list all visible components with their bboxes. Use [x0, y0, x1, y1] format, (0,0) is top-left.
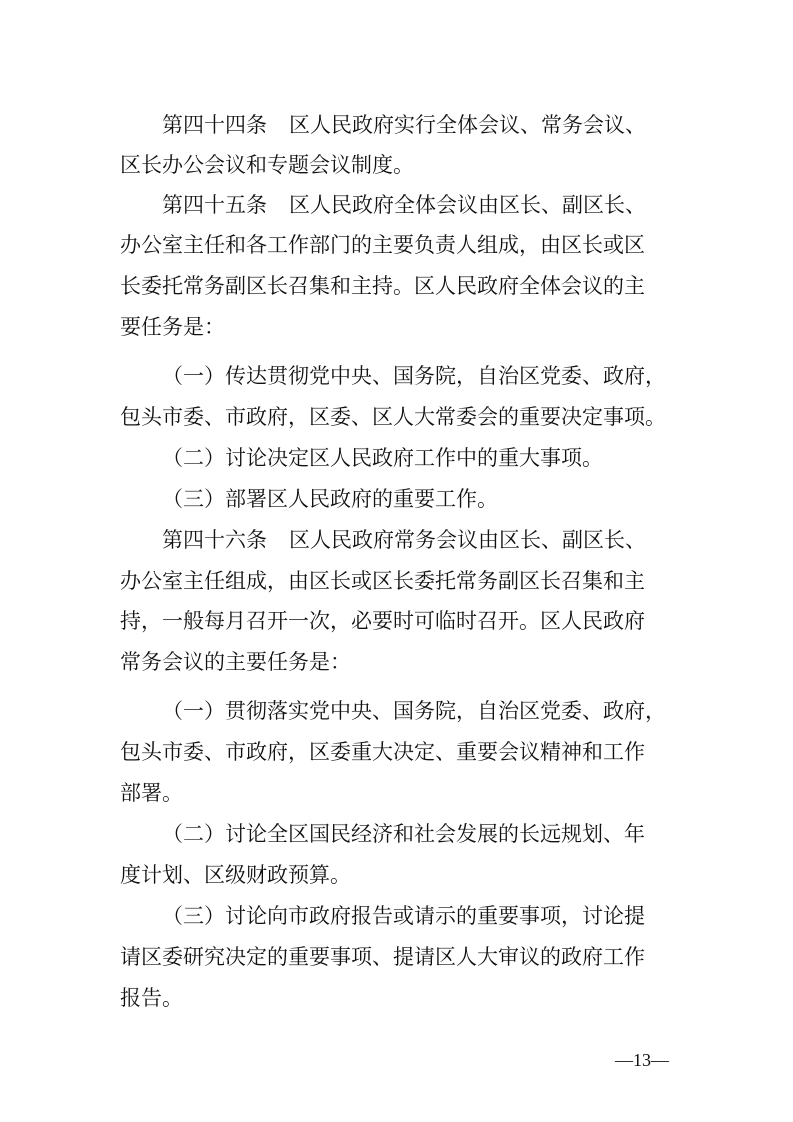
article-45-item-1-line-1: （一）传达贯彻党中央、国务院，自治区党委、政府， [162, 364, 666, 388]
article-45-item-2: （二）讨论决定区人民政府工作中的重大事项。 [162, 446, 603, 470]
article-46-item-1-line-3: 部署。 [120, 781, 183, 805]
article-46-line-3: 持，一般每月召开一次，必要时可临时召开。区人民政府 [120, 609, 645, 633]
article-46-line-4: 常务会议的主要任务是： [120, 650, 351, 674]
article-45-line-1: 第四十五条 区人民政府全体会议由区长、副区长、 [162, 193, 646, 217]
article-45-item-1-line-2: 包头市委、市政府，区委、区人大常委会的重要决定事项。 [120, 405, 666, 429]
article-46-item-3-line-1: （三）讨论向市政府报告或请示的重要事项，讨论提 [162, 904, 645, 928]
article-44-line-1: 第四十四条 区人民政府实行全体会议、常务会议、 [162, 113, 646, 137]
article-46-item-1-line-2: 包头市委、市政府，区委重大决定、重要会议精神和工作 [120, 740, 645, 764]
article-46-line-2: 办公室主任组成，由区长或区长委托常务副区长召集和主 [120, 569, 645, 593]
article-46-item-3-line-2: 请区委研究决定的重要事项、提请区人大审议的政府工作 [120, 945, 645, 969]
article-44-line-2: 区长办公会议和专题会议制度。 [120, 153, 414, 177]
article-46-item-1-line-1: （一）贯彻落实党中央、国务院，自治区党委、政府， [162, 699, 666, 723]
article-46-number: 第四十六条 [162, 528, 267, 552]
article-44-number: 第四十四条 [162, 113, 267, 137]
page-number: —13— [615, 1050, 669, 1070]
article-46-item-2-line-1: （二）讨论全区国民经济和社会发展的长远规划、年 [162, 822, 645, 846]
article-45-line-2: 办公室主任和各工作部门的主要负责人组成，由区长或区 [120, 233, 645, 257]
article-45-line-3: 长委托常务副区长召集和主持。区人民政府全体会议的主 [120, 274, 645, 298]
article-45-line-4: 要任务是： [120, 315, 225, 339]
article-46-line-1: 第四十六条 区人民政府常务会议由区长、副区长、 [162, 528, 646, 552]
article-46-item-2-line-2: 度计划、区级财政预算。 [120, 863, 351, 887]
article-45-number: 第四十五条 [162, 193, 267, 217]
article-46-item-3-line-3: 报告。 [120, 986, 183, 1010]
article-45-item-3: （三）部署区人民政府的重要工作。 [162, 487, 498, 511]
